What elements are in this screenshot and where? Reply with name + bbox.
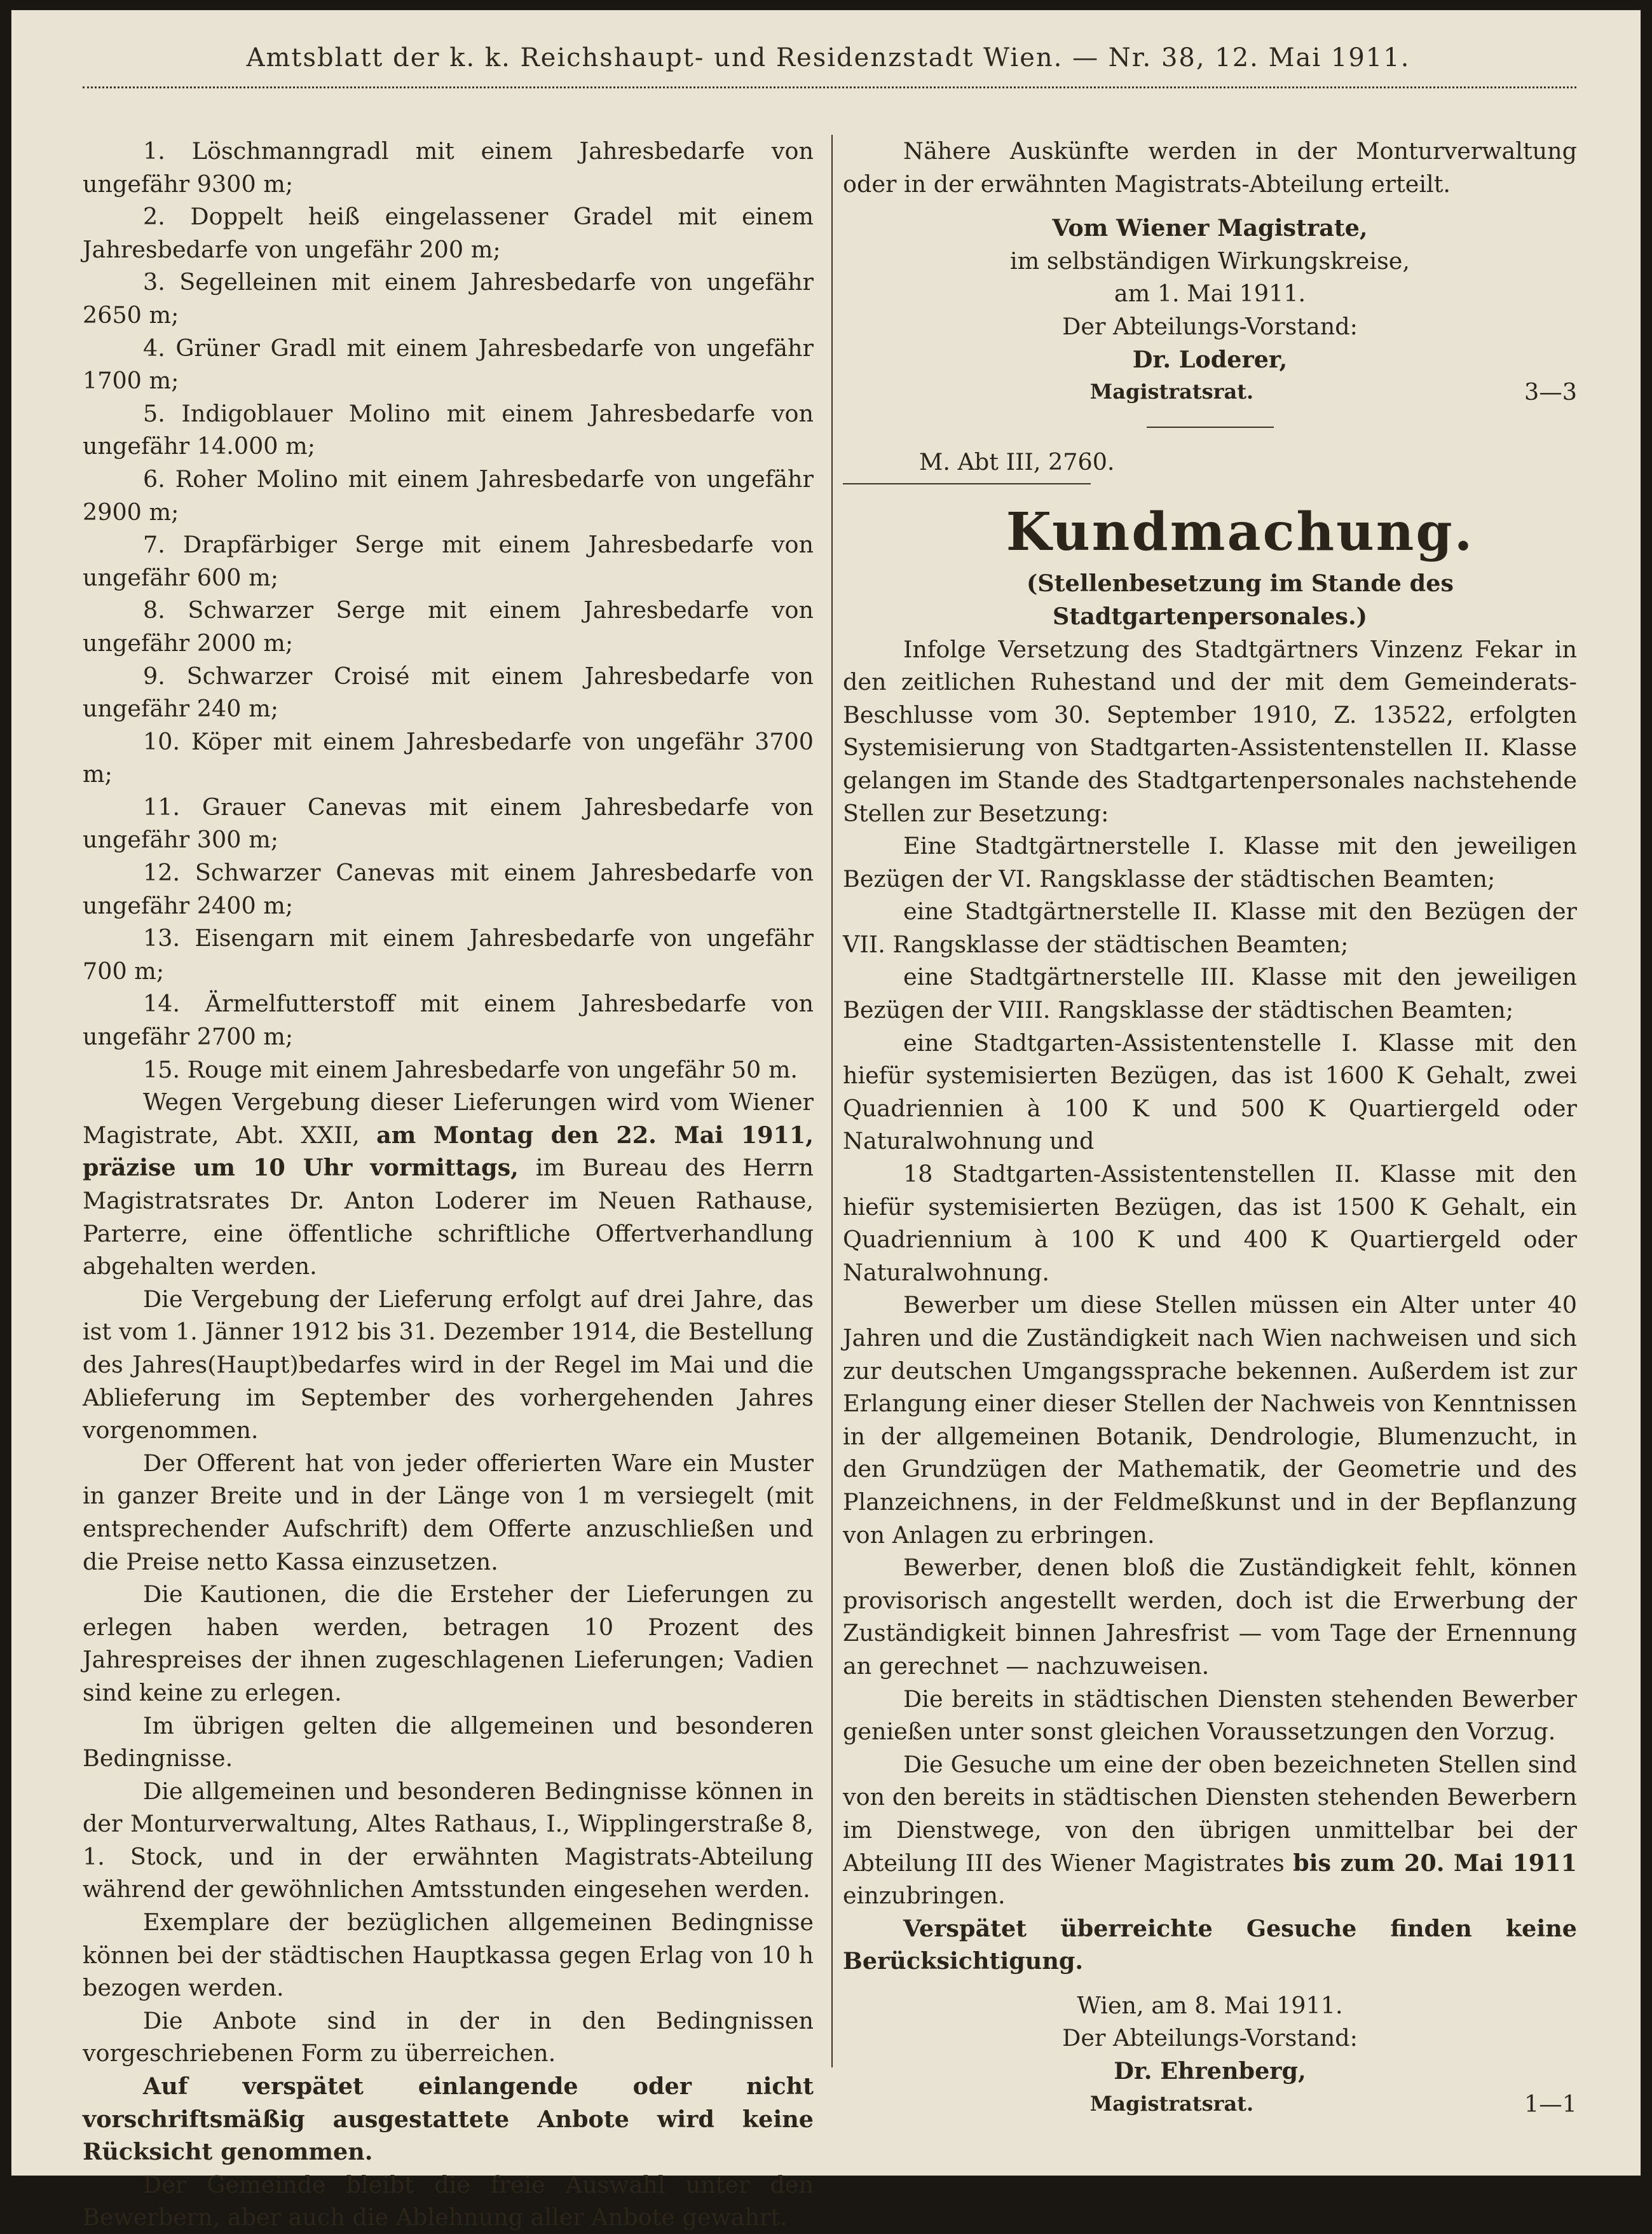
position-item: 18 Stadtgarten-Assistentenstellen II. Klasse mit den hiefür systemisierten Bezügen, das ist 1500 K Gehalt, ein Quadriennium à 100 K und 400 K Quartiergeld oder Naturalwohnung. [843,1160,1577,1286]
running-header: Amtsblatt der k. k. Reichshaupt- und Residenzstadt Wien. — Nr. 38, 12. Mai 1911. [246,43,1410,72]
list-item: 6. Roher Molino mit einem Jahresbedarfe von ungefähr 2900 m; [83,465,814,526]
signature-date: am 1. Mai 1911. [1114,280,1306,308]
signature-issuer: Vom Wiener Magistrate, [1052,214,1368,242]
bold-date: am Montag den 22. Mai 1911, präzise um 10 Uhr vormittags, [83,1121,814,1182]
signature-ref: 3—3 [1524,378,1577,406]
list-item: 2. Doppelt heiß eingelassener Gradel mit einem Jahresbedarfe von ungefähr 200 m; [83,203,814,263]
reference-number: M. Abt III, 2760. [919,448,1115,476]
paragraph-vergebung: Wegen Vergebung dieser Lieferungen wird vom Wiener Magistrate, Abt. XXII, am Montag den 22. Mai 1911, präzise um 10 Uhr vormittags, im Bureau des Herrn Magistratsrates Dr. Anton Loderer im Neuen Rathause, Parterre, eine öffentliche schriftliche Offertverhandlung abgehalten werden. [83,1088,814,1280]
list-item: 12. Schwarzer Canevas mit einem Jahresbedarfe von ungefähr 2400 m; [83,859,814,919]
signature2-role: Der Abteilungs-Vorstand: [1062,2024,1358,2052]
list-item: 9. Schwarzer Croisé mit einem Jahresbedarfe von ungefähr 240 m; [83,662,814,723]
list-item: 14. Ärmelfutterstoff mit einem Jahresbedarfe von ungefähr 2700 m; [83,990,814,1051]
list-item: 3. Segelleinen mit einem Jahresbedarfe von ungefähr 2650 m; [83,268,814,329]
bold-deadline: bis zum 20. Mai 1911 [1293,1849,1577,1877]
list-item: 7. Drapfärbiger Serge mit einem Jahresbedarfe von ungefähr 600 m; [83,531,814,591]
position-item: eine Stadtgarten-Assistentenstelle I. Klasse mit den hiefür systemisierten Bezügen, das ist 1600 K Gehalt, zwei Quadriennien à 100 K und 500 K Quartiergeld oder Naturalwohnung und [843,1029,1577,1155]
header-divider [83,86,1576,88]
paragraph-intro: Infolge Versetzung des Stadtgärtners Vinzenz Fekar in den zeitlichen Ruhestand und der mit dem Gemeinderats-Beschlusse vom 30. September 1910, Z. 13522, erfolgten Systemisierung von Stadtgarten-Assistentenstellen II. Klasse gelangen im Stande des Stadtgartenpersonales nachstehende Stellen zur Besetzung: [843,635,1577,827]
signature2-ref: 1—1 [1524,2090,1577,2118]
paragraph-vorzug: Die bereits in städtischen Diensten stehenden Bewerber genießen unter sonst gleichen Voraussetzungen den Vorzug. [843,1685,1577,1746]
announcement-subtitle: (Stellenbesetzung im Stande des Stadtgartenpersonales.) [1027,570,1454,630]
document-page [11,10,1641,2231]
list-item: 8. Schwarzer Serge mit einem Jahresbedarfe von ungefähr 2000 m; [83,596,814,657]
list-item: 15. Rouge mit einem Jahresbedarfe von ungefähr 50 m. [143,1055,798,1083]
list-item: 4. Grüner Gradl mit einem Jahresbedarfe von ungefähr 1700 m; [83,334,814,395]
list-item: 11. Grauer Canevas mit einem Jahresbedarfe von ungefähr 300 m; [83,793,814,854]
list-item: 10. Köper mit einem Jahresbedarfe von ungefähr 3700 m; [83,727,814,788]
signature-title-row [843,376,1577,409]
paragraph-bedingnisse: Im übrigen gelten die allgemeinen und besonderen Bedingnisse. [83,1711,814,1772]
paragraph-verspaetet-gesuche: Verspätet überreichte Gesuche finden keine Berücksichtigung. [843,1914,1577,1975]
paragraph-bewerber: Bewerber um diese Stellen müssen ein Alter unter 40 Jahren und die Zuständigkeit nach Wien nachweisen und sich zur deutschen Umgangssprache bekennen. Außerdem ist zur Erlangung einer dieser Stellen der Nachweis von Kenntnissen in der allgemeinen Botanik, Dendrologie, Blumenzucht, in den Grundzügen der Mathematik, der Geometrie und des Planzeichnens, in der Feldmeßkunst und in der Bepflanzung von Anlagen zu erbringen. [843,1291,1577,1549]
signature2-title: Magistratsrat. [1089,2091,1254,2116]
signature-role: Der Abteilungs-Vorstand: [1062,312,1358,340]
list-item: 1. Löschmanngradl mit einem Jahresbedarfe von ungefähr 9300 m; [83,137,814,198]
paragraph-auswahl: Der Gemeinde bleibt die freie Auswahl unter den Bewerbern, aber auch die Ablehnung aller Anbote gewahrt. [83,2170,814,2231]
signature-title: Magistratsrat. [1089,380,1254,404]
signature2-title-row [843,2088,1577,2121]
section-divider [1147,427,1274,428]
paragraph-gesuche: Die Gesuche um eine der oben bezeichneten Stellen sind von den bereits in städtischen Diensten stehenden Bewerbern im Dienstwege, von den übrigen unmittelbar bei der Abteilung III des Wiener Magistrates bis zum 20. Mai 1911 einzubringen. [843,1750,1577,1910]
paragraph-einsicht: Die allgemeinen und besonderen Bedingnisse können in der Monturverwaltung, Altes Rathaus, I., Wipplingerstraße 8, 1. Stock, und in der erwähnten Magistrats-Abteilung während der gewöhnlichen Amtsstunden eingesehen werden. [83,1777,814,1903]
left-column [83,135,814,2234]
column-divider [831,135,833,2067]
reference-underline [843,483,1091,484]
paragraph-auskuenfte: Nähere Auskünfte werden in der Monturverwaltung oder in der erwähnten Magistrats-Abteilung erteilt. [843,137,1577,198]
signature-name: Dr. Loderer, [1132,345,1288,373]
paragraph-exemplare: Exemplare der bezüglichen allgemeinen Bedingnisse können bei der städtischen Hauptkassa gegen Erlag von 10 h bezogen werden. [83,1908,814,2002]
signature2-place-date: Wien, am 8. Mai 1911. [1077,1991,1343,2019]
right-column [843,135,1577,2120]
list-item: 5. Indigoblauer Molino mit einem Jahresbedarfe von ungefähr 14.000 m; [83,399,814,460]
list-item: 13. Eisengarn mit einem Jahresbedarfe von ungefähr 700 m; [83,924,814,985]
announcement-title: Kundmachung. [1006,502,1475,563]
paragraph-dauer: Die Vergebung der Lieferung erfolgt auf drei Jahre, das ist vom 1. Jänner 1912 bis 31. Dezember 1914, die Bestellung des Jahres(Haupt)bedarfes wird in der Regel im Mai und die Ablieferung im September des vorhergehenden Jahres vorgenommen. [83,1285,814,1444]
paragraph-verspaetet: Auf verspätet einlangende oder nicht vorschriftsmäßig ausgestattete Anbote wird keine Rücksicht genommen. [83,2073,814,2166]
position-item: eine Stadtgärtnerstelle II. Klasse mit den Bezügen der VII. Rangsklasse der städtischen Beamten; [843,898,1577,958]
signature-scope: im selbständigen Wirkungskreise, [1009,247,1410,275]
paragraph-muster: Der Offerent hat von jeder offerierten Ware ein Muster in ganzer Breite und in der Länge von 1 m versiegelt (mit entsprechender Aufschrift) dem Offerte anzuschließen und die Preise netto Kassa einzusetzen. [83,1449,814,1575]
signature2-name: Dr. Ehrenberg, [1114,2057,1306,2085]
paragraph-provisorisch: Bewerber, denen bloß die Zuständigkeit fehlt, können provisorisch angestellt werden, doch ist die Erwerbung der Zuständigkeit binnen Jahresfrist — vom Tage der Ernennung an gerechnet — nachzuweisen. [843,1554,1577,1680]
paragraph-anbote: Die Anbote sind in der in den Bedingnissen vorgeschriebenen Form zu überreichen. [83,2006,814,2067]
paragraph-kautionen: Die Kautionen, die die Ersteher der Lieferungen zu erlegen haben werden, betragen 10 Prozent des Jahrespreises der ihnen zugeschlagenen Lieferungen; Vadien sind keine zu erlegen. [83,1580,814,1706]
position-item: Eine Stadtgärtnerstelle I. Klasse mit den jeweiligen Bezügen der VI. Rangsklasse der städtischen Beamten; [843,832,1577,893]
position-item: eine Stadtgärtnerstelle III. Klasse mit den jeweiligen Bezügen der VIII. Rangsklasse der städtischen Beamten; [843,963,1577,1024]
